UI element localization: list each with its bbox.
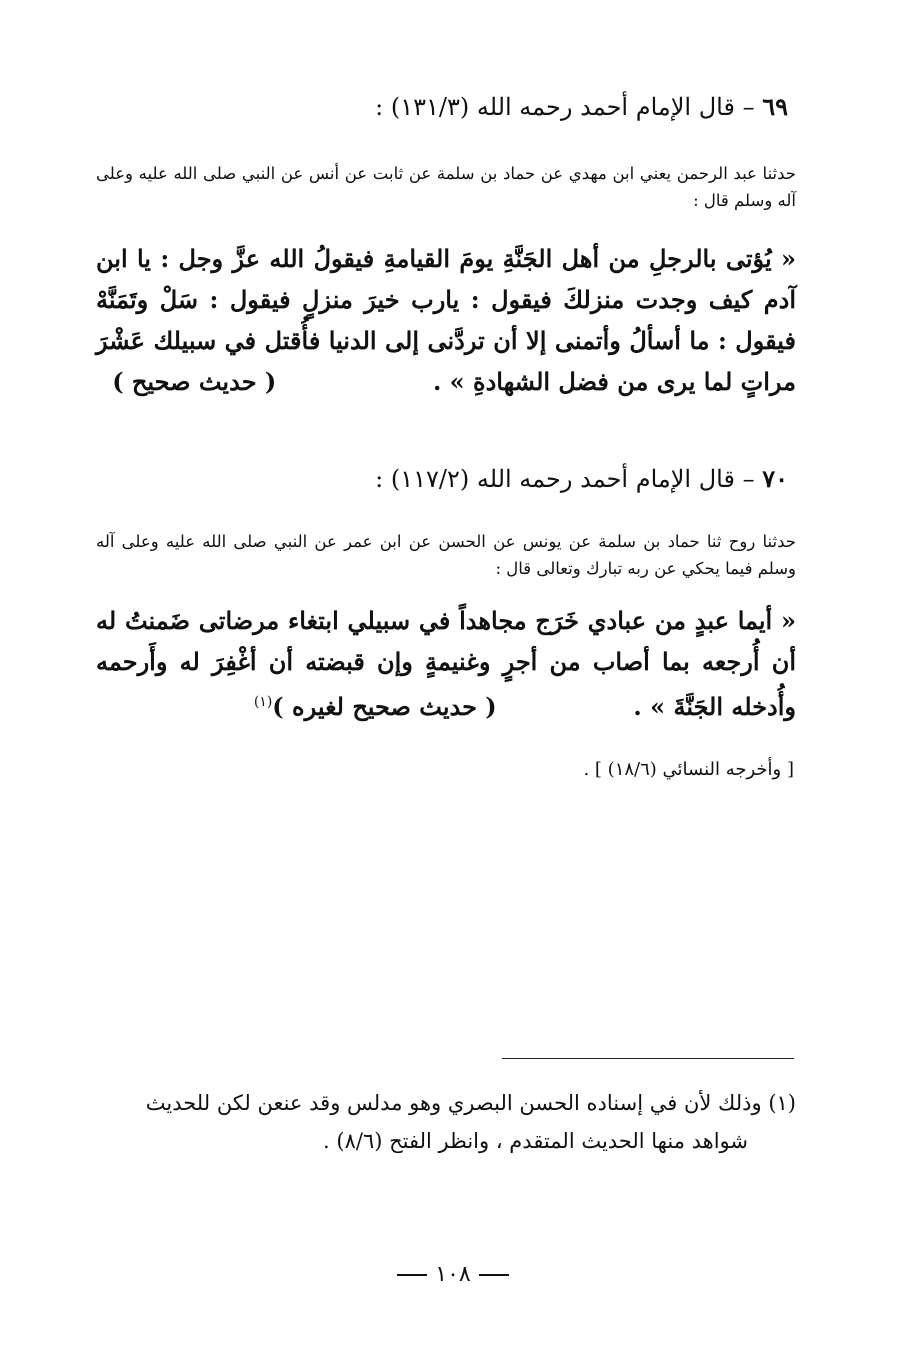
page-number-dash-right (479, 1274, 509, 1276)
page-number-dash-left (397, 1274, 427, 1276)
footnote-ref: (١) (253, 694, 273, 710)
hadith-69-heading (88, 92, 788, 122)
hadith-69-number: ٦٩ (762, 92, 788, 121)
footnote-line-2: شواهد منها الحديث المتقدم ، وانظر الفتح (٨/٦) . (323, 1129, 748, 1153)
hadith-70-heading (88, 464, 788, 494)
hadith-70-matn: « أيما عبدٍ من عبادي خَرَج مجاهداً في سبيلي ابتغاء مرضاتى ضَمنتُ له أن أُرجعه بما أصاب من أجرٍ وغنيمةٍ وإن قبضته أن أغْفِرَ له وأَرحمه وأُدخله الجَنَّةَ » . (96, 606, 796, 721)
hadith-70-text (96, 600, 796, 727)
hadith-70-grade: ( حديث صحيح لغيره ) (272, 692, 497, 721)
hadith-70-heading-text: – قال الإمام أحمد رحمه الله (١١٧/٢) : (375, 465, 755, 493)
hadith-69-text (96, 238, 796, 402)
page-number: ١٠٨ (435, 1262, 471, 1287)
hadith-69-grade: ( حديث صحيح ) (112, 367, 277, 396)
footnote-text-1: وذلك لأن في إسناده الحسن البصري وهو مدلس وقد عنعن لكن للحديث (145, 1091, 762, 1115)
hadith-69-chain: حدثنا عبد الرحمن يعني ابن مهدي عن حماد بن سلمة عن ثابت عن أنس عن النبي صلى الله عليه وعلى آله وسلم قال : (96, 164, 796, 210)
hadith-69-heading-text: – قال الإمام أحمد رحمه الله (١٣١/٣) : (375, 93, 755, 121)
hadith-69-matn: « يُؤتى بالرجلِ من أهل الجَنَّةِ يومَ القيامةِ فيقولُ الله عزَّ وجل : يا ابن آدم كيف وجدت منزلكَ فيقول : يارب خيرَ منزلٍ فيقول : سَلْ وتَمَنَّهْ فيقول : ما أسألُ وأتمنى إلا أن تردَّنى إلى الدنيا فأُقتل في سبيلك عَشْرَ مراتٍ لما يرى من فضل الشهادةِ » . (96, 244, 796, 396)
hadith-70-number: ٧٠ (762, 464, 788, 493)
footnote-marker: (١) (768, 1091, 796, 1115)
page-number-block (0, 1262, 906, 1287)
footnote-line-1 (96, 1084, 796, 1122)
hadith-70-source: [ وأخرجه النسائي (١٨/٦) ] . (583, 759, 794, 780)
footnote (96, 1084, 796, 1160)
footnote-divider (502, 1058, 794, 1059)
hadith-70-chain: حدثنا روح ثنا حماد بن سلمة عن يونس عن الحسن عن ابن عمر عن النبي صلى الله عليه وعلى آله وسلم فيما يحكي عن ربه تبارك وتعالى قال : (96, 532, 796, 578)
